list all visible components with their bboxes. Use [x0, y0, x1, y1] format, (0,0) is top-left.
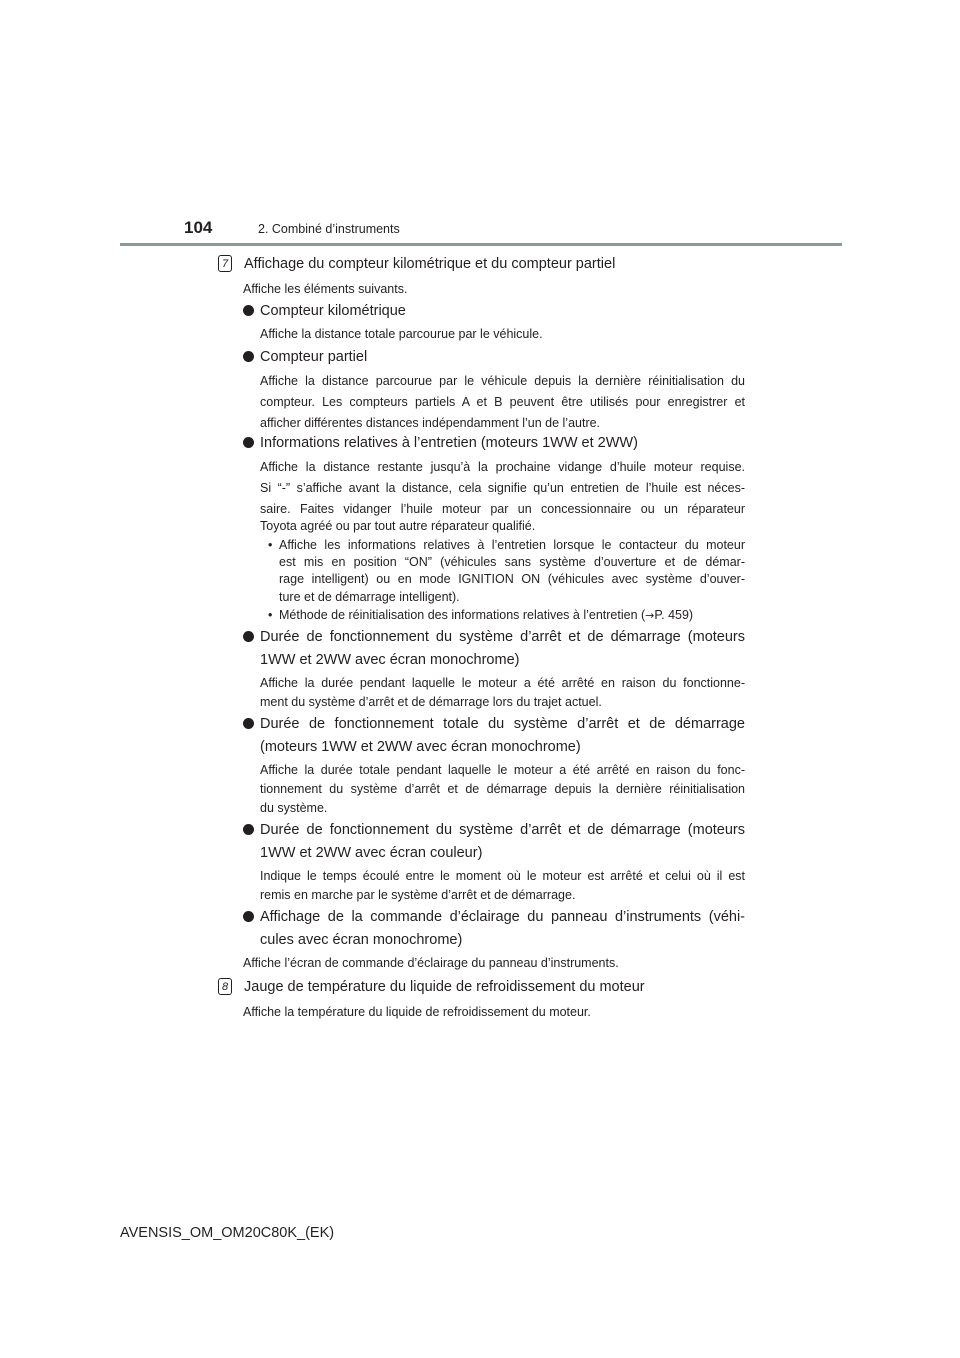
- note-line: rage intelligent) ou en mode IGNITION ON (véhicules avec système d’ouver-: [279, 572, 745, 586]
- bullet-dot: [243, 911, 254, 922]
- ss-total-desc-line: du système.: [260, 801, 328, 815]
- trip-desc-line: Affiche la distance parcourue par le véhicule depuis la dernière réinitialisation du: [260, 374, 745, 388]
- bullet-title: Informations relatives à l’entretien (moteurs 1WW et 2WW): [260, 435, 638, 451]
- header-divider: [120, 243, 842, 246]
- ss-color-desc-line: remis en marche par le système d’arrêt et de démarrage.: [260, 888, 576, 902]
- bullet-dot: [243, 718, 254, 729]
- note-line: [279, 608, 745, 624]
- maint-desc-line: Affiche la distance restante jusqu’à la prochaine vidange d’huile moteur requise.: [260, 460, 745, 474]
- bullet-dot: [243, 631, 254, 642]
- note-bullet: •: [268, 608, 273, 622]
- odometer-desc: Affiche la distance totale parcourue par le véhicule.: [260, 327, 543, 341]
- note-line: Affiche les informations relatives à l’entretien lorsque le contacteur du moteur: [279, 538, 745, 552]
- note-line: ture et de démarrage intelligent).: [279, 590, 460, 604]
- panel-light-desc: Affiche l’écran de commande d’éclairage du panneau d’instruments.: [243, 956, 619, 970]
- note-text: Méthode de réinitialisation des informations relatives à l’entretien (: [279, 608, 646, 622]
- item-7-intro: Affiche les éléments suivants.: [243, 282, 408, 296]
- page-reference-link[interactable]: P. 459): [654, 608, 694, 622]
- maint-desc-line: saire. Faites vidanger l’huile moteur par un concessionnaire ou un réparateur: [260, 502, 745, 516]
- note-bullet: •: [268, 538, 273, 552]
- page-number: 104: [184, 218, 213, 237]
- item-number-badge: 8: [218, 978, 232, 995]
- trip-desc-line: afficher différentes distances indépendamment l’un de l’autre.: [260, 416, 601, 430]
- bullet-dot: [243, 305, 254, 316]
- bullet-title: 1WW et 2WW avec écran monochrome): [260, 652, 520, 668]
- note-line: est mis en position “ON” (véhicules sans système d’ouverture et de démar-: [279, 555, 745, 569]
- bullet-title: cules avec écran monochrome): [260, 932, 463, 948]
- bullet-title: Durée de fonctionnement totale du système d’arrêt et de démarrage: [260, 716, 745, 732]
- ss-time-desc-line: ment du système d’arrêt et de démarrage lors du trajet actuel.: [260, 695, 602, 709]
- document-code: AVENSIS_OM_OM20C80K_(EK): [120, 1225, 335, 1241]
- ss-total-desc-line: Affiche la durée totale pendant laquelle le moteur a été arrêté en raison du fonc-: [260, 763, 745, 777]
- maint-desc-line: Toyota agréé ou par tout autre réparateur qualifié.: [260, 519, 536, 533]
- bullet-title: Durée de fonctionnement du système d’arrêt et de démarrage (moteurs: [260, 629, 745, 645]
- bullet-dot: [243, 437, 254, 448]
- bullet-title: (moteurs 1WW et 2WW avec écran monochrome): [260, 739, 581, 755]
- item-8-intro: Affiche la température du liquide de refroidissement du moteur.: [243, 1005, 591, 1019]
- bullet-dot: [243, 824, 254, 835]
- ss-total-desc-line: tionnement du système d’arrêt et de démarrage depuis la dernière réinitialisation: [260, 782, 745, 796]
- ss-time-desc-line: Affiche la durée pendant laquelle le moteur a été arrêté en raison du fonctionne-: [260, 676, 745, 690]
- bullet-title: Compteur kilométrique: [260, 303, 406, 319]
- bullet-title: Durée de fonctionnement du système d’arrêt et de démarrage (moteurs: [260, 822, 745, 838]
- ss-color-desc-line: Indique le temps écoulé entre le moment où le moteur est arrêté et celui où il est: [260, 869, 745, 883]
- item-title: Affichage du compteur kilométrique et du compteur partiel: [244, 256, 616, 272]
- bullet-title: Compteur partiel: [260, 349, 368, 365]
- maint-desc-line: Si “-” s’affiche avant la distance, cela signifie qu’un entretien de l’huile est néces-: [260, 481, 745, 495]
- section-title: 2. Combiné d’instruments: [258, 222, 400, 236]
- arrow-right-icon: →: [645, 609, 655, 622]
- item-title: Jauge de température du liquide de refroidissement du moteur: [244, 979, 645, 995]
- item-number-badge: 7: [218, 255, 232, 272]
- bullet-title: 1WW et 2WW avec écran couleur): [260, 845, 483, 861]
- bullet-title: Affichage de la commande d’éclairage du panneau d’instruments (véhi-: [260, 909, 745, 925]
- trip-desc-line: compteur. Les compteurs partiels A et B peuvent être utilisés pour enregistrer et: [260, 395, 745, 409]
- bullet-dot: [243, 351, 254, 362]
